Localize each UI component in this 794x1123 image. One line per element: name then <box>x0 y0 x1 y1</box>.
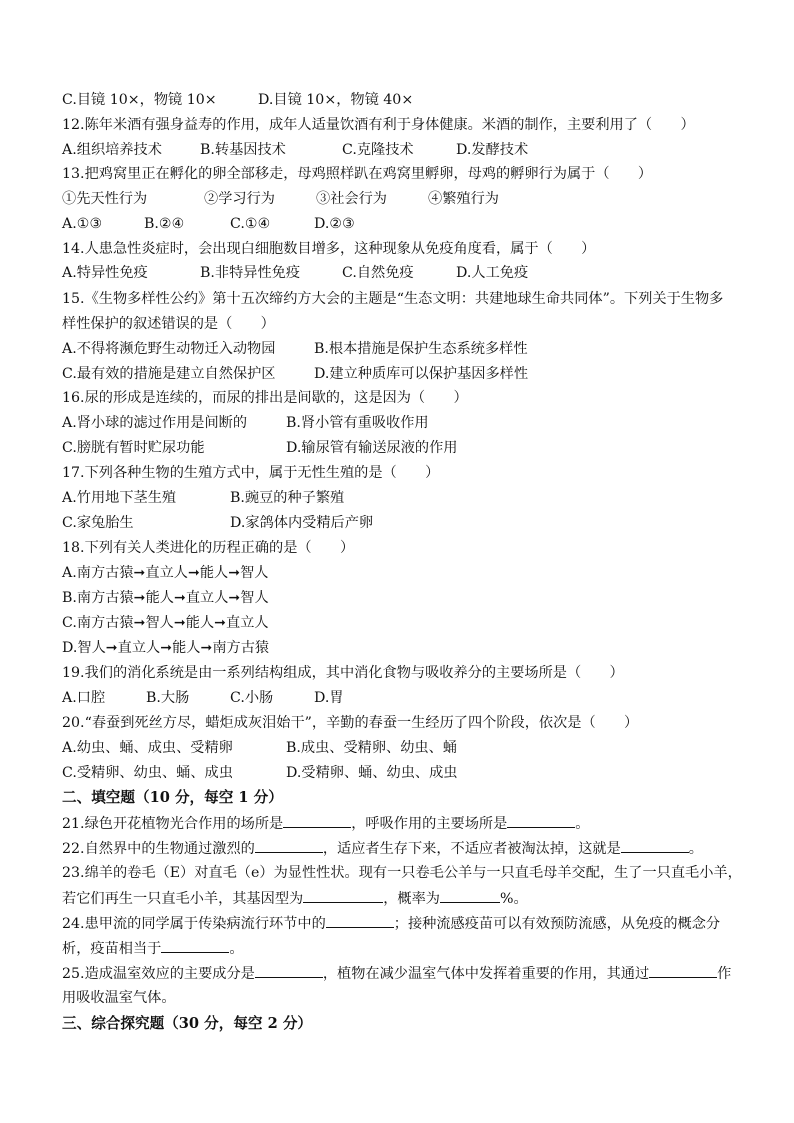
section-heading-fill-in: 二、填空题（10 分，每空 1 分） <box>62 789 283 806</box>
q13-stem: 13.把鸡窝里正在孵化的卵全部移走，母鸡照样趴在鸡窝里孵卵，母鸡的孵卵行为属于（ ） <box>62 166 653 182</box>
q15-option-c: C.最有效的措施是建立自然保护区 <box>62 366 276 382</box>
q23-line2 <box>62 888 528 909</box>
q25-text-2: ，植物在减少温室气体中发挥着重要的作用，其通过 <box>322 966 650 982</box>
q19-option-b: B.大肠 <box>146 690 190 706</box>
q16-option-b: B.肾小管有重吸收作用 <box>286 415 429 431</box>
q17-option-d: D.家鸽体内受精后产卵 <box>230 515 374 531</box>
q24-line2 <box>62 938 244 959</box>
q22-text-3: 。 <box>688 841 703 857</box>
q14-option-d: D.人工免疫 <box>456 265 529 281</box>
q24-line1 <box>62 913 720 934</box>
q16-stem: 16.尿的形成是连续的，而尿的排出是间歇的，这是因为（ ） <box>62 390 468 406</box>
q24-text-4: 。 <box>229 941 244 957</box>
q15-stem-line1: 15.《生物多样性公约》第十五次缔约方大会的主题是“生态文明：共建地球生命共同体”。下列关于生物多 <box>62 291 724 307</box>
q20-stem: 20.“春蚕到死丝方尽，蜡炬成灰泪始干”，辛勤的春蚕一生经历了四个阶段，依次是（ ） <box>62 715 639 731</box>
q16-option-c: C.膀胱有暂时贮尿功能 <box>62 440 205 456</box>
q20-option-c: C.受精卵、幼虫、蛹、成虫 <box>62 765 233 781</box>
q22-blank-1[interactable] <box>255 838 323 853</box>
q13-statement-3: ③社会行为 <box>316 191 387 207</box>
q13-statement-4: ④繁殖行为 <box>428 191 499 207</box>
q24-blank-2[interactable] <box>161 938 229 953</box>
q13-option-a: A.①③ <box>62 216 103 232</box>
section-heading-comprehensive: 三、综合探究题（30 分，每空 2 分） <box>62 1015 313 1032</box>
q21 <box>62 813 589 834</box>
q15-stem-line2: 样性保护的叙述错误的是（ ） <box>62 316 275 332</box>
q12-option-c: C.克隆技术 <box>342 142 414 158</box>
q14-stem: 14.人患急性炎症时，会出现白细胞数目增多，这种现象从免疫角度看，属于（ ） <box>62 241 596 257</box>
q14-option-b: B.非特异性免疫 <box>200 265 301 281</box>
q13-statement-1: ①先天性行为 <box>62 191 148 207</box>
q18-option-b: B.南方古猿➞能人➞直立人➞智人 <box>62 590 269 606</box>
q19-stem: 19.我们的消化系统是由一系列结构组成，其中消化食物与吸收养分的主要场所是（ ） <box>62 665 624 681</box>
q13-statement-2: ②学习行为 <box>204 191 275 207</box>
q19-option-c: C.小肠 <box>230 690 274 706</box>
q12-option-a: A.组织培养技术 <box>62 142 162 158</box>
q24-text-2: ；接种流感疫苗可以有效预防流感，从免疫的概念分 <box>393 916 721 932</box>
q21-blank-2[interactable] <box>507 813 575 828</box>
q11-option-c: C.目镜 10×，物镜 10× <box>62 92 217 108</box>
q25-blank-2[interactable] <box>649 963 717 978</box>
q24-text-1: 24.患甲流的同学属于传染病流行环节中的 <box>62 916 326 932</box>
q25-blank-1[interactable] <box>255 963 323 978</box>
q18-option-a: A.南方古猿➞直立人➞能人➞智人 <box>62 565 269 581</box>
q23-text-3: %。 <box>499 891 528 907</box>
q15-option-b: B.根本措施是保护生态系统多样性 <box>314 341 528 357</box>
q22 <box>62 838 703 859</box>
q25-line2: 用吸收温室气体。 <box>62 990 176 1006</box>
q24-text-3: 析，疫苗相当于 <box>62 941 162 957</box>
q11-option-d: D.目镜 10×，物镜 40× <box>258 92 414 108</box>
q20-option-b: B.成虫、受精卵、幼虫、蛹 <box>286 740 457 756</box>
q18-stem: 18.下列有关人类进化的历程正确的是（ ） <box>62 540 355 556</box>
q17-stem: 17.下列各种生物的生殖方式中，属于无性生殖的是（ ） <box>62 465 440 481</box>
q17-option-b: B.豌豆的种子繁殖 <box>230 490 345 506</box>
q13-option-c: C.①④ <box>230 216 271 232</box>
q25-text-3: 作 <box>717 966 732 982</box>
q14-option-c: C.自然免疫 <box>342 265 414 281</box>
q23-blank-2[interactable] <box>440 888 500 903</box>
q23-text-1: 若它们再生一只直毛小羊，其基因型为 <box>62 891 304 907</box>
q25-line1 <box>62 963 731 984</box>
q12-stem: 12.陈年米酒有强身益寿的作用，成年人适量饮酒有利于身体健康。米酒的制作，主要利用了（ ） <box>62 117 695 133</box>
q12-option-d: D.发酵技术 <box>456 142 529 158</box>
q21-text-2: ，呼吸作用的主要场所是 <box>351 816 508 832</box>
q20-option-d: D.受精卵、蛹、幼虫、成虫 <box>286 765 458 781</box>
q13-option-b: B.②④ <box>144 216 185 232</box>
q21-text-3: 。 <box>575 816 590 832</box>
q21-blank-1[interactable] <box>283 813 351 828</box>
q18-option-c: C.南方古猿➞智人➞能人➞直立人 <box>62 615 269 631</box>
q25-text-1: 25.造成温室效应的主要成分是 <box>62 966 255 982</box>
q22-text-2: ，适应者生存下来，不适应者被淘汰掉，这就是 <box>322 841 621 857</box>
q22-text-1: 22.自然界中的生物通过激烈的 <box>62 841 255 857</box>
q14-option-a: A.特异性免疫 <box>62 265 148 281</box>
q13-option-d: D.②③ <box>314 216 355 232</box>
q16-option-a: A.肾小球的滤过作用是间断的 <box>62 415 248 431</box>
q19-option-d: D.胃 <box>314 690 344 706</box>
q23-blank-1[interactable] <box>303 888 383 903</box>
q18-option-d: D.智人➞直立人➞能人➞南方古猿 <box>62 640 270 656</box>
q17-option-c: C.家兔胎生 <box>62 515 134 531</box>
q21-text-1: 21.绿色开花植物光合作用的场所是 <box>62 816 284 832</box>
q22-blank-2[interactable] <box>621 838 689 853</box>
q12-option-b: B.转基因技术 <box>200 142 286 158</box>
q15-option-a: A.不得将濒危野生动物迁入动物园 <box>62 341 276 357</box>
q19-option-a: A.口腔 <box>62 690 106 706</box>
q16-option-d: D.输尿管有输送尿液的作用 <box>286 440 458 456</box>
q20-option-a: A.幼虫、蛹、成虫、受精卵 <box>62 740 233 756</box>
q23-line1: 23.绵羊的卷毛（E）对直毛（e）为显性性状。现有一只卷毛公羊与一只直毛母羊交配，生了一只直毛小羊， <box>62 865 742 881</box>
q15-option-d: D.建立种质库可以保护基因多样性 <box>314 366 529 382</box>
q23-text-2: ，概率为 <box>383 891 440 907</box>
q17-option-a: A.竹用地下茎生殖 <box>62 490 177 506</box>
q24-blank-1[interactable] <box>326 913 394 928</box>
